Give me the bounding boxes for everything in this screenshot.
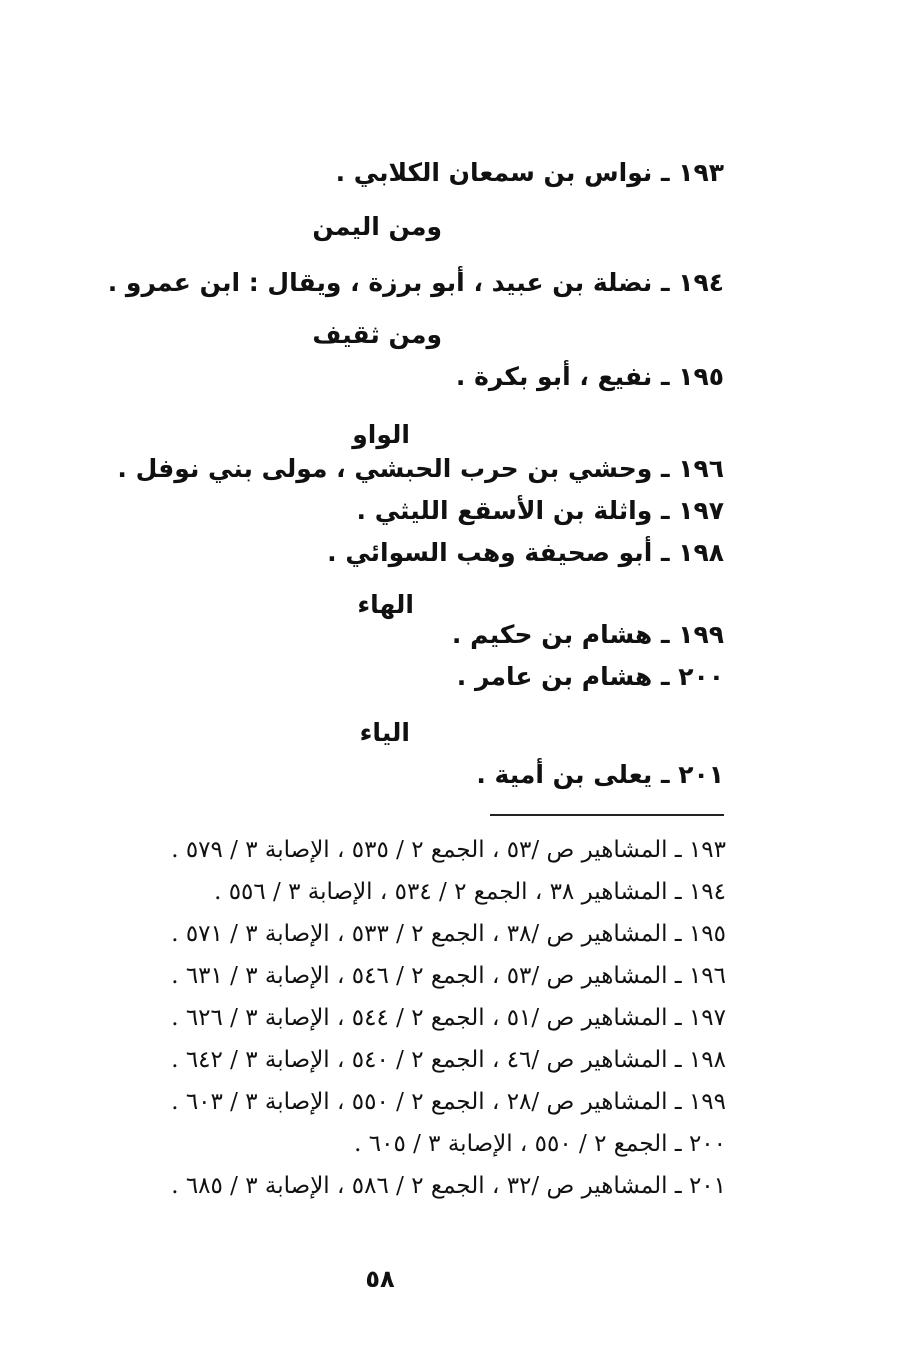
- entry-195: ١٩٥ ـ نفيع ، أبو بكرة .: [455, 362, 724, 391]
- footnote-193: ١٩٣ ـ المشاهير ص /٥٣ ، الجمع ٢ / ٥٣٥ ، الإصابة ٣ / ٥٧٩ .: [171, 837, 726, 863]
- entry-200: ٢٠٠ ـ هشام بن عامر .: [456, 662, 724, 691]
- entry-194: ١٩٤ ـ نضلة بن عبيد ، أبو برزة ، ويقال : ابن عمرو .: [107, 268, 724, 297]
- entry-197: ١٩٧ ـ واثلة بن الأسقع الليثي .: [356, 496, 724, 525]
- section-heading-waw: الواو: [352, 420, 410, 449]
- footnote-195: ١٩٥ ـ المشاهير ص /٣٨ ، الجمع ٢ / ٥٣٣ ، الإصابة ٣ / ٥٧١ .: [171, 921, 726, 947]
- section-heading-thaqif: ومن ثقيف: [312, 320, 442, 349]
- footnote-194: ١٩٤ ـ المشاهير ٣٨ ، الجمع ٢ / ٥٣٤ ، الإصابة ٣ / ٥٥٦ .: [214, 879, 726, 905]
- section-heading-ha: الهاء: [357, 590, 414, 619]
- page-number: ٥٨: [365, 1265, 395, 1293]
- footnote-198: ١٩٨ ـ المشاهير ص /٤٦ ، الجمع ٢ / ٥٤٠ ، الإصابة ٣ / ٦٤٢ .: [171, 1047, 726, 1073]
- footnote-201: ٢٠١ ـ المشاهير ص /٣٢ ، الجمع ٢ / ٥٨٦ ، الإصابة ٣ / ٦٨٥ .: [171, 1173, 726, 1199]
- entry-193: ١٩٣ ـ نواس بن سمعان الكلابي .: [335, 158, 724, 187]
- footnote-196: ١٩٦ ـ المشاهير ص /٥٣ ، الجمع ٢ / ٥٤٦ ، الإصابة ٣ / ٦٣١ .: [171, 963, 726, 989]
- section-heading-yemen: ومن اليمن: [312, 212, 442, 241]
- entry-199: ١٩٩ ـ هشام بن حكيم .: [451, 620, 724, 649]
- footnote-199: ١٩٩ ـ المشاهير ص /٢٨ ، الجمع ٢ / ٥٥٠ ، الإصابة ٣ / ٦٠٣ .: [171, 1089, 726, 1115]
- entry-196: ١٩٦ ـ وحشي بن حرب الحبشي ، مولى بني نوفل .: [117, 454, 724, 483]
- footnote-separator: [490, 814, 724, 816]
- entry-198: ١٩٨ ـ أبو صحيفة وهب السوائي .: [327, 538, 724, 567]
- section-heading-ya: الياء: [359, 718, 410, 747]
- footnote-197: ١٩٧ ـ المشاهير ص /٥١ ، الجمع ٢ / ٥٤٤ ، الإصابة ٣ / ٦٢٦ .: [171, 1005, 726, 1031]
- entry-201: ٢٠١ ـ يعلى بن أمية .: [476, 760, 724, 789]
- footnote-200: ٢٠٠ ـ الجمع ٢ / ٥٥٠ ، الإصابة ٣ / ٦٠٥ .: [354, 1131, 726, 1157]
